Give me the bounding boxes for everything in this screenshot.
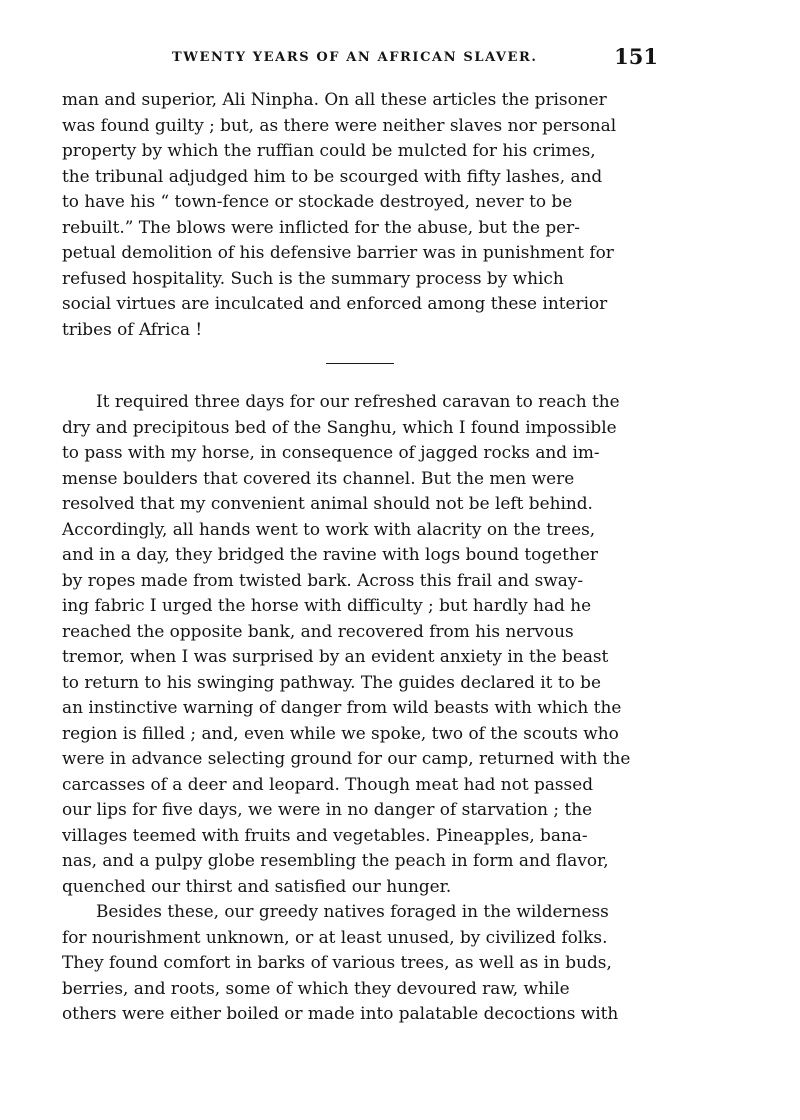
paragraph-1 xyxy=(62,87,658,342)
text-line: region is filled ; and, even while we spoke, two of the scouts who xyxy=(62,722,619,743)
text-line: were in advance selecting ground for our camp, returned with the xyxy=(62,748,631,768)
text-line: tremor, when I was surprised by an evident anxiety in the beast xyxy=(62,646,609,666)
text-line: carcasses of a deer and leopard. Though meat had not passed xyxy=(62,773,594,794)
section-divider xyxy=(326,363,394,364)
text-line: rebuilt.” The blows were inflicted for the abuse, but the per- xyxy=(62,216,580,237)
text-line: an instinctive warning of danger from wild beasts with which the xyxy=(62,697,622,717)
text-line: villages teemed with fruits and vegetables. Pineapples, bana- xyxy=(62,824,588,845)
text-line: by ropes made from twisted bark. Across this frail and sway- xyxy=(62,569,584,590)
text-line: It required three days for our refreshed caravan to reach the xyxy=(96,391,620,411)
text-line: tribes of Africa ! xyxy=(62,318,203,339)
text-line: to pass with my horse, in consequence of jagged rocks and im- xyxy=(62,442,600,462)
text-line: They found comfort in barks of various trees, as well as in buds, xyxy=(62,952,612,972)
text-line: refused hospitality. Such is the summary process by which xyxy=(62,267,564,288)
text-line: property by which the ruffian could be mulcted for his crimes, xyxy=(62,140,596,160)
text-line: ing fabric I urged the horse with difficulty ; but hardly had he xyxy=(62,595,592,615)
text-line: our lips for five days, we were in no danger of starvation ; the xyxy=(62,799,593,819)
page-number: 151 xyxy=(614,44,658,69)
paragraph-2 xyxy=(62,389,658,899)
text-line: and in a day, they bridged the ravine with logs bound together xyxy=(62,544,598,564)
text-line: resolved that my convenient animal should not be left behind. xyxy=(62,493,593,513)
running-title: TWENTY YEARS OF AN AFRICAN SLAVER. xyxy=(172,50,538,65)
text-line: others were either boiled or made into palatable decoctions with xyxy=(62,1003,619,1023)
text-line: reached the opposite bank, and recovered from his nervous xyxy=(62,620,574,641)
text-line: nas, and a pulpy globe resembling the peach in form and flavor, xyxy=(62,850,609,870)
text-line: social virtues are inculcated and enforced among these interior xyxy=(62,293,608,313)
text-line: man and superior, Ali Ninpha. On all these articles the prisoner xyxy=(62,89,607,109)
text-line: Accordingly, all hands went to work with alacrity on the trees, xyxy=(62,518,596,539)
text-line: berries, and roots, some of which they devoured raw, while xyxy=(62,977,570,998)
text-line: dry and precipitous bed of the Sanghu, which I found impossible xyxy=(62,416,617,437)
text-line: petual demolition of his defensive barrier was in punishment for xyxy=(62,242,614,262)
text-line: quenched our thirst and satisfied our hunger. xyxy=(62,875,452,896)
text-line: to have his “ town-fence or stockade destroyed, never to be xyxy=(62,191,573,211)
text-line: Besides these, our greedy natives foraged in the wilderness xyxy=(96,901,609,921)
text-line: for nourishment unknown, or at least unused, by civilized folks. xyxy=(62,926,608,947)
running-head xyxy=(62,44,658,74)
text-line: mense boulders that covered its channel. But the men were xyxy=(62,467,575,488)
text-line: was found guilty ; but, as there were neither slaves nor personal xyxy=(62,114,617,135)
paragraph-3 xyxy=(62,899,658,1027)
text-line: the tribunal adjudged him to be scourged with fifty lashes, and xyxy=(62,165,603,186)
text-line: to return to his swinging pathway. The guides declared it to be xyxy=(62,671,601,692)
